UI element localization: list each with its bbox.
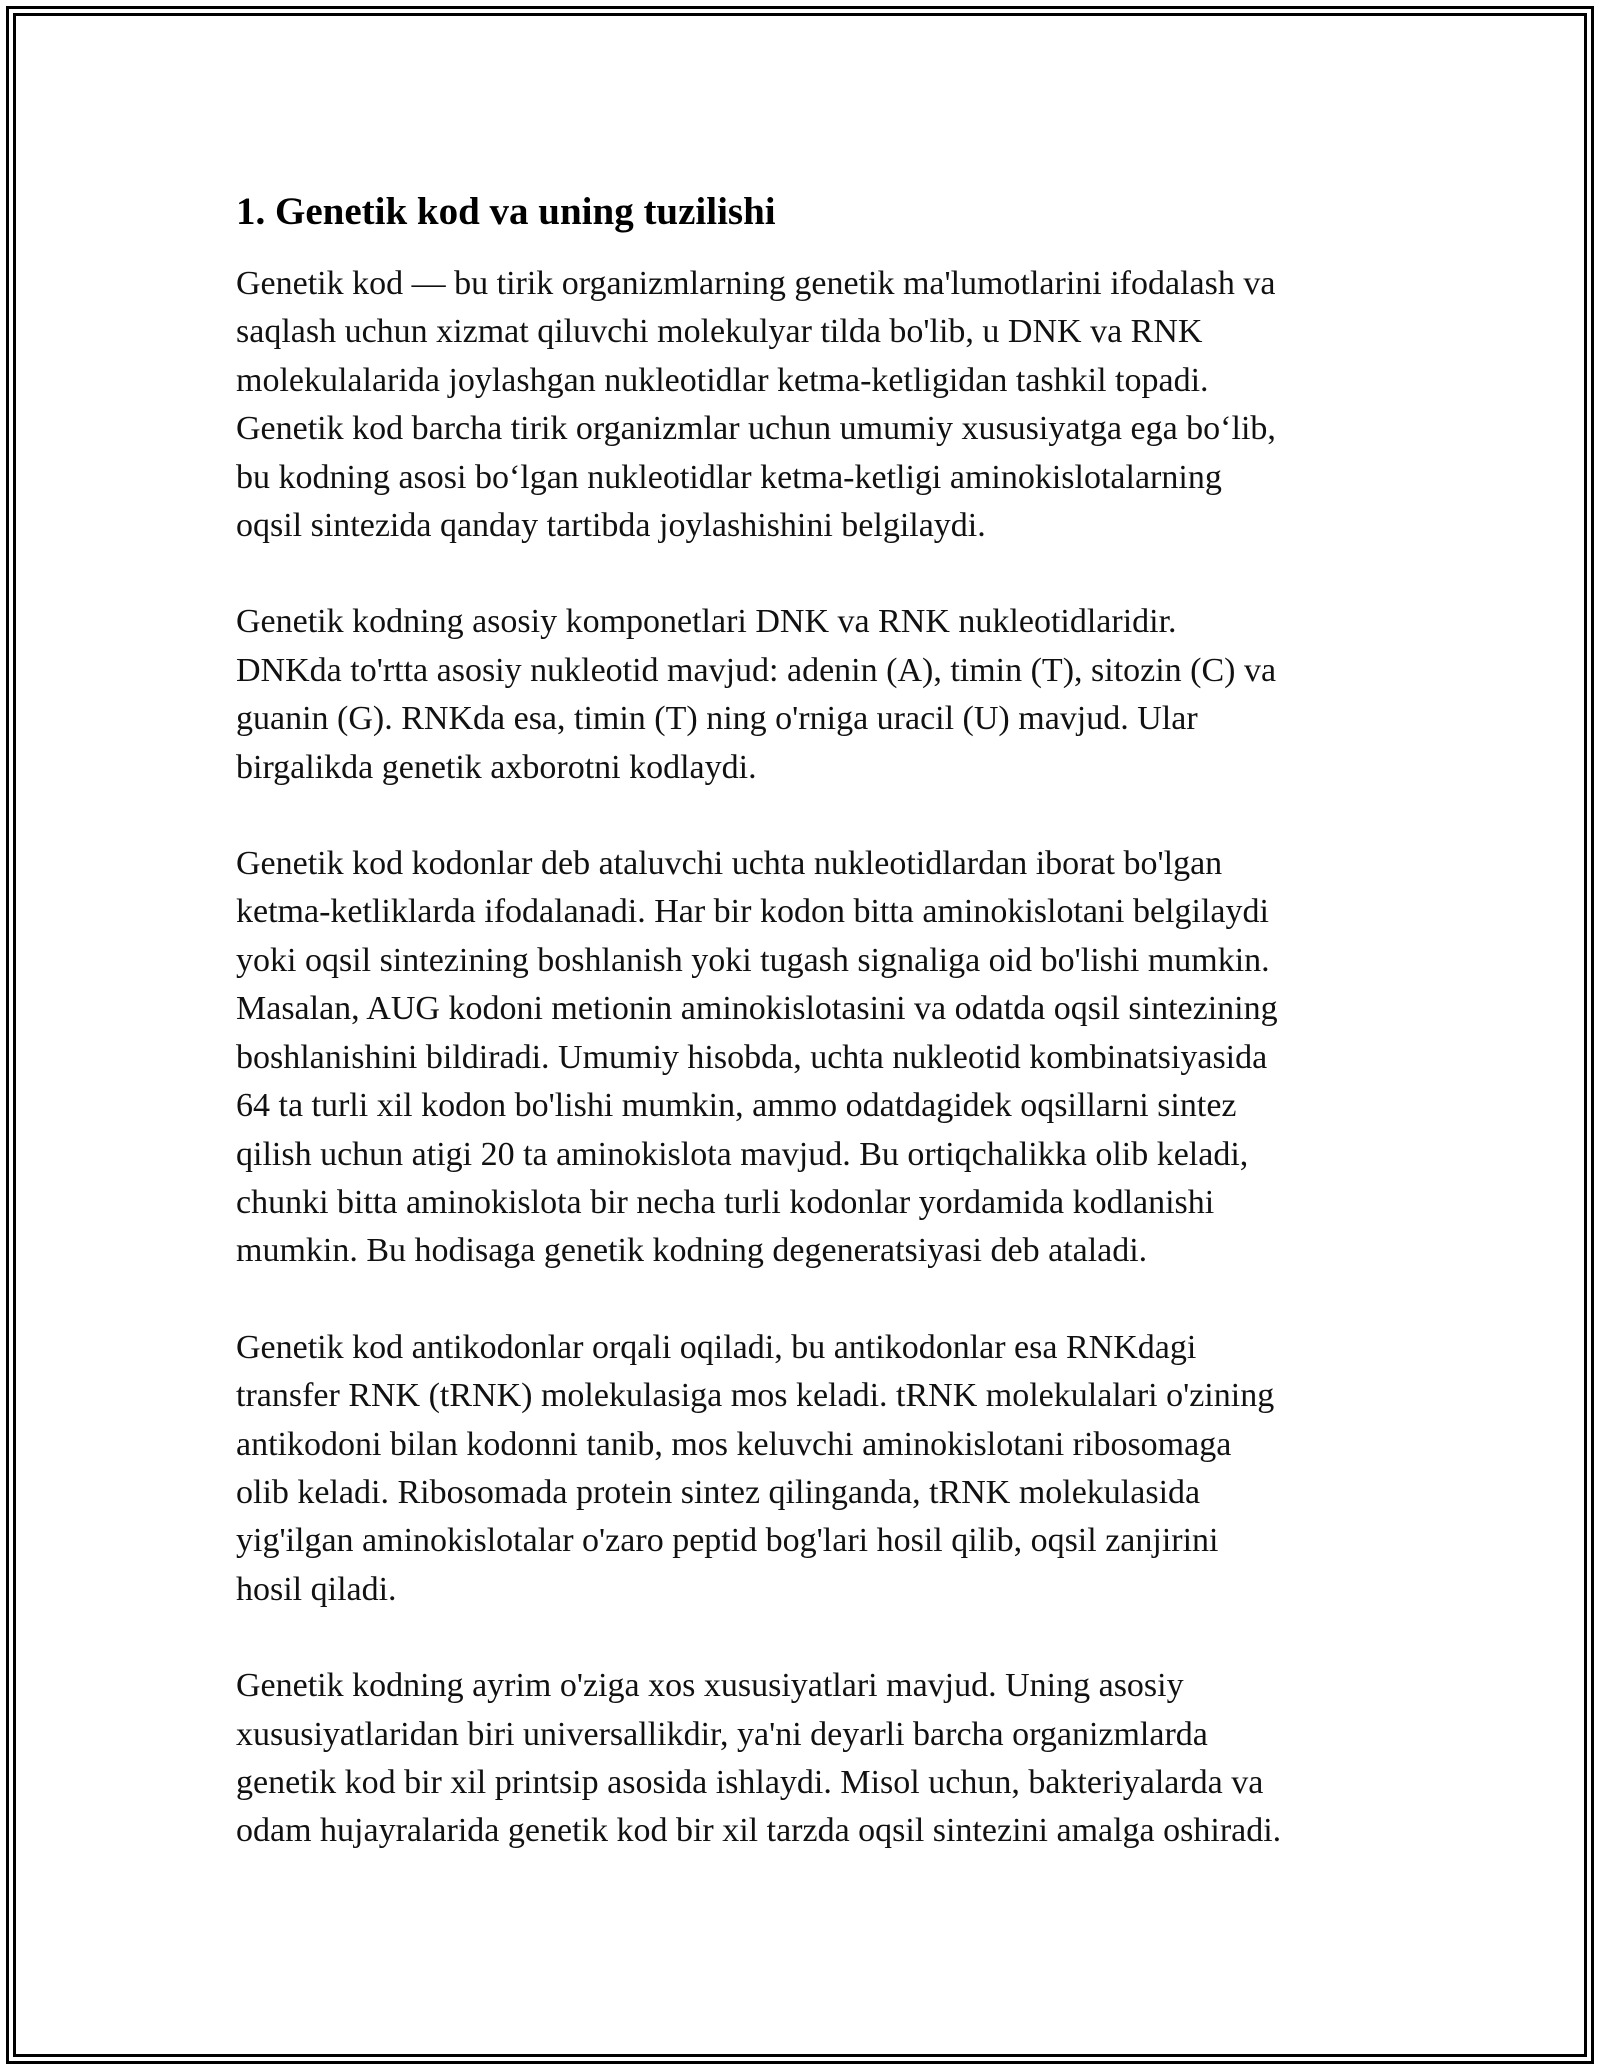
paragraph-properties: Genetik kodning ayrim o'ziga xos xususiyatlari mavjud. Uning asosiy xususiyatlaridan biri universallikdir, ya'ni deyarli barcha organizmlarda genetik kod bir xil printsip asosida ishlaydi. Misol uchun, bakteriyalarda va odam hujayralarida genetik kod bir xil tarzda oqsil sintezini amalga oshiradi. [236, 1667, 1282, 1850]
paragraph-anticodons: Genetik kod antikodonlar orqali oqiladi, bu antikodonlar esa RNKdagi transfer RNK (tRNK) molekulasiga mos keladi. tRNK molekulalari o'zining antikodoni bilan kodonni tanib, mos keluvchi aminokislotani ribosomaga olib keladi. Ribosomada protein sintez qilinganda, tRNK molekulasida yig'ilgan aminokislotalar o'zaro peptid bog'lari hosil qilib, oqsil zanjirini hosil qiladi. [236, 1328, 1275, 1608]
paragraph-nucleotides: Genetik kodning asosiy komponetlari DNK va RNK nukleotidlaridir. DNKda to'rtta asosiy nukleotid mavjud: adenin (A), timin (T), sitozin (C) va guanin (G). RNKda esa, timin (T) ning o'rniga uracil (U) mavjud. Ular birgalikda genetik axborotni kodlaydi. [236, 603, 1277, 786]
document-body [236, 184, 1376, 1904]
paragraph-codons: Genetik kod kodonlar deb ataluvchi uchta nukleotidlardan iborat bo'lgan ketma-ketliklarda ifodalanadi. Har bir kodon bitta aminokislotani belgilaydi yoki oqsil sintezining boshlanish yoki tugash signaliga oid bo'lishi mumkin. Masalan, AUG kodoni metionin aminokislotasini va odatda oqsil sintezining boshlanishini bildiradi. Umumiy hisobda, uchta nukleotid kombinatsiyasida 64 ta turli xil kodon bo'lishi mumkin, ammo odatdagidek oqsillarni sintez qilish uchun atigi 20 ta aminokislota mavjud. Bu ortiqchalikka olib keladi, chunki bitta aminokislota bir necha turli kodonlar yordamida kodlanishi mumkin. Bu hodisaga genetik kodning degeneratsiyasi deb ataladi. [236, 845, 1278, 1270]
section-heading: 1. Genetik kod va uning tuzilishi [236, 190, 776, 233]
paragraph-genetic-code-definition: Genetik kod — bu tirik organizmlarning genetik ma'lumotlarini ifodalash va saqlash uchun xizmat qiluvchi molekulyar tilda bo'lib, u DNK va RNK molekulalarida joylashgan nukleotidlar ketma-ketligidan tashkil topadi. Genetik kod barcha tirik organizmlar uchun umumiy xususiyatga ega bo‘lib, bu kodning asosi bo‘lgan nukleotidlar ketma-ketligi aminokislotalarning oqsil sintezida qanday tartibda joylashishini belgilaydi. [236, 265, 1276, 545]
